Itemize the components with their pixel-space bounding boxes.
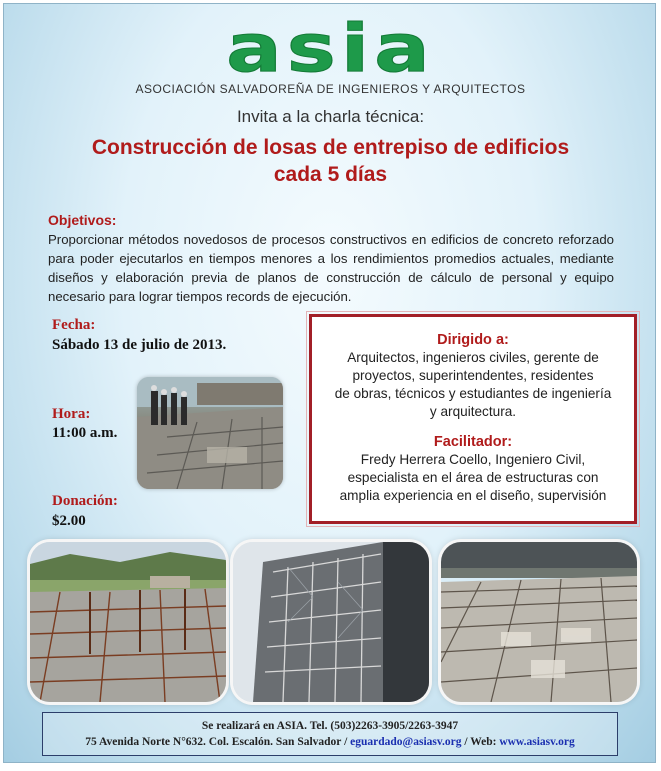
footer-email-link[interactable]: eguardado@asiasv.org <box>350 736 462 748</box>
dirigido-label: Dirigido a: <box>437 332 509 348</box>
footer-address: 75 Avenida Norte N°632. Col. Escalón. San Salvador / <box>85 736 351 748</box>
talk-title-line-2: cada 5 días <box>273 163 388 186</box>
objetivos-label: Objetivos: <box>48 212 117 228</box>
facilitador-line: Fredy Herrera Coello, Ingeniero Civil, <box>360 452 586 467</box>
audience-info-box <box>309 314 637 524</box>
asia-logo <box>4 10 656 96</box>
logo-wordmark: asia <box>226 10 435 87</box>
dirigido-line: y arquitectura. <box>429 404 517 419</box>
footer-address-line <box>43 734 617 750</box>
footer-web-link[interactable]: www.asiasv.org <box>499 736 575 748</box>
rebar-slab-photo <box>30 542 226 702</box>
hora-label: Hora: <box>52 406 91 422</box>
facilitador-line: amplia experiencia en el diseño, supervisión <box>339 488 607 503</box>
talk-title-line-1: Construcción de losas de entrepiso de edificios <box>91 136 570 159</box>
dirigido-text <box>326 349 620 421</box>
slab-grid-photo <box>441 542 637 702</box>
facilitador-text <box>326 451 620 505</box>
objetivos-text: Proporcionar métodos novedosos de procesos constructivos en edificios de concreto reforzado para poder ejecutarlos en tiempos menores a los rendimientos promedios actuales, mediante diseños y elaboración previa de planos de construcción de cálculo de personal y equipo necesario para lograr tiempos records de ejecución. <box>48 232 614 304</box>
logo-subtitle: ASOCIACIÓN SALVADOREÑA DE INGENIEROS Y ARQUITECTOS <box>135 82 526 96</box>
dirigido-line: proyectos, superintendentes, residentes <box>352 368 594 383</box>
footer-web-prefix: / Web: <box>461 736 500 748</box>
fecha-value: Sábado 13 de julio de 2013. <box>52 337 227 353</box>
donacion-label: Donación: <box>52 493 118 509</box>
fecha-label: Fecha: <box>52 317 96 333</box>
dirigido-line: Arquitectos, ingenieros civiles, gerente de <box>347 350 599 365</box>
facilitador-label: Facilitador: <box>433 434 513 450</box>
footer-contact-box <box>42 712 618 756</box>
footer-location-phone: Se realizará en ASIA. Tel. (503)2263-3905/2263-3947 <box>201 720 459 732</box>
scaffolding-building-photo <box>233 542 429 702</box>
facilitador-line: especialista en el área de estructuras con <box>347 470 599 485</box>
flyer-page <box>3 3 656 763</box>
construction-workers-photo <box>137 377 283 489</box>
dirigido-line: de obras, técnicos y estudiantes de ingeniería <box>334 386 612 401</box>
talk-title <box>4 134 656 188</box>
hora-value: 11:00 a.m. <box>52 425 118 441</box>
donacion-value: $2.00 <box>52 513 86 529</box>
invite-text: Invita a la charla técnica: <box>236 107 425 126</box>
